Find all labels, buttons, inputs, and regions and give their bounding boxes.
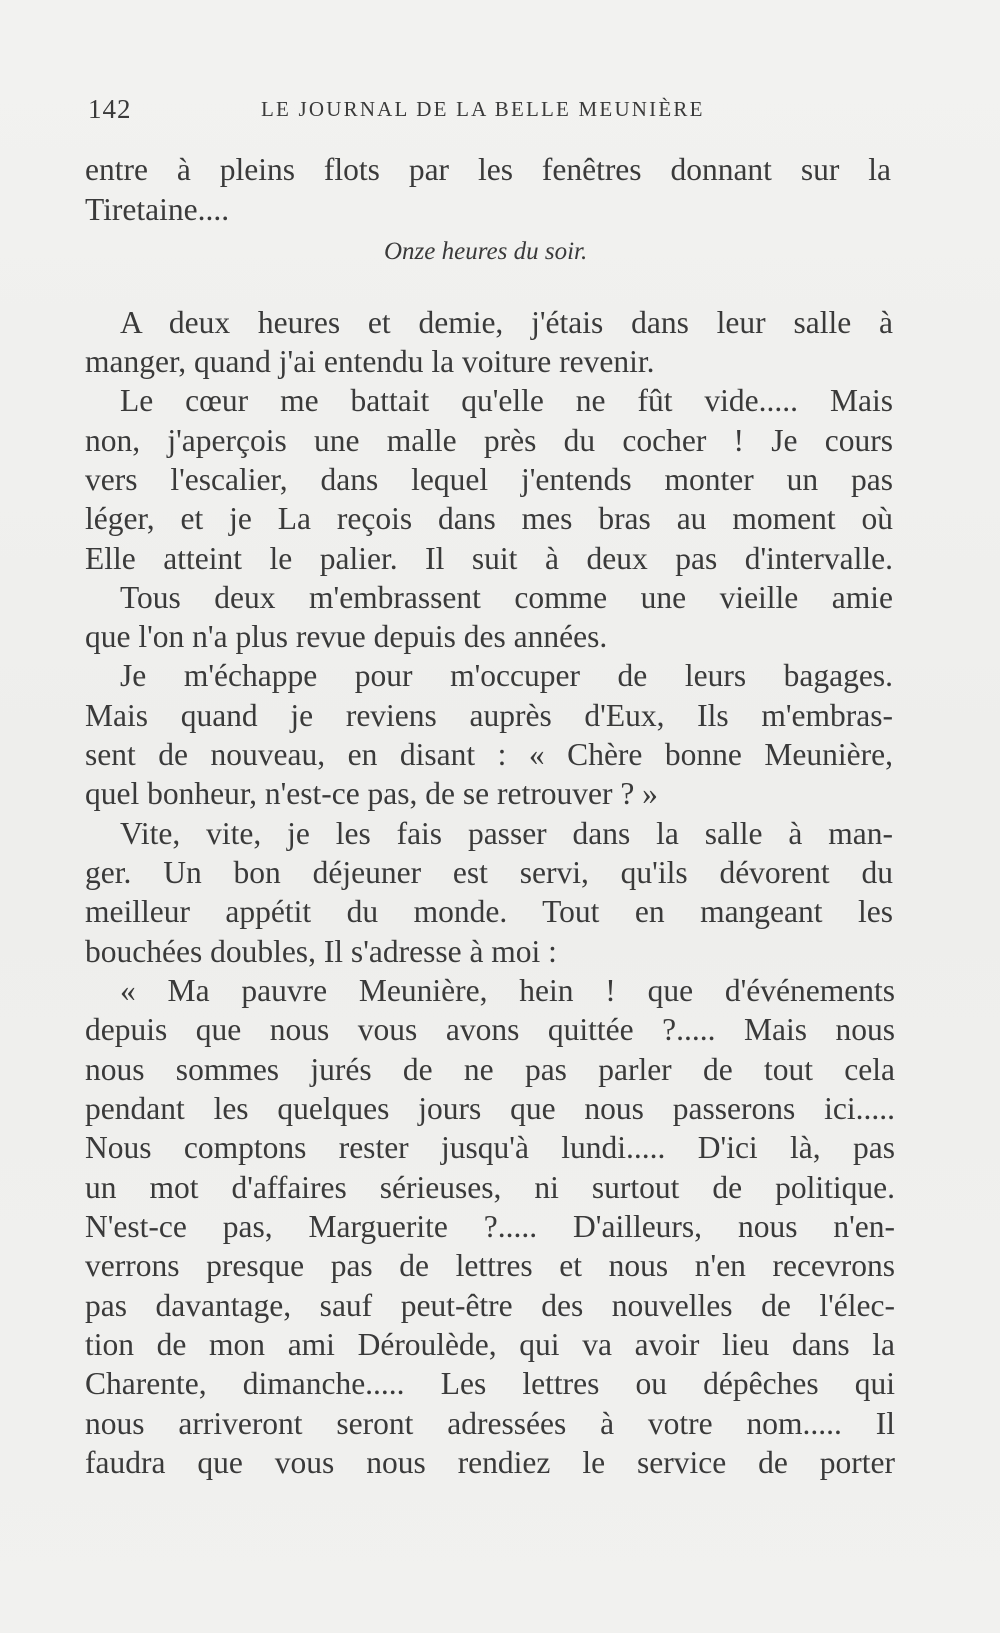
text-line: vers l'escalier, dans lequel j'entends monter un pas bbox=[85, 462, 893, 497]
text-line: N'est-ce pas, Marguerite ?..... D'ailleurs, nous n'en- bbox=[85, 1209, 895, 1244]
text-line: meilleur appétit du monde. Tout en mangeant les bbox=[85, 894, 893, 929]
text-line: faudra que vous nous rendiez le service de porter bbox=[85, 1445, 895, 1480]
section-heading: Onze heures du soir. bbox=[384, 238, 588, 265]
text-line: quel bonheur, n'est-ce pas, de se retrouver ? » bbox=[85, 776, 658, 811]
text-line: tion de mon ami Déroulède, qui va avoir lieu dans la bbox=[85, 1327, 895, 1362]
text-line: pendant les quelques jours que nous passerons ici..... bbox=[85, 1091, 895, 1126]
text-line: un mot d'affaires sérieuses, ni surtout de politique. bbox=[85, 1170, 895, 1205]
text-line: Mais quand je reviens auprès d'Eux, Ils m'embras- bbox=[85, 698, 893, 733]
text-line: non, j'aperçois une malle près du cocher ! Je cours bbox=[85, 423, 893, 458]
text-line: Elle atteint le palier. Il suit à deux pas d'intervalle. bbox=[85, 541, 893, 576]
running-title: LE JOURNAL DE LA BELLE MEUNIÈRE bbox=[261, 97, 705, 121]
text-line: Tiretaine.... bbox=[85, 192, 230, 227]
text-line: Vite, vite, je les fais passer dans la salle à man- bbox=[120, 816, 893, 851]
page-number: 142 bbox=[88, 94, 132, 124]
text-line: ger. Un bon déjeuner est servi, qu'ils dévorent du bbox=[85, 855, 893, 890]
text-line: Nous comptons rester jusqu'à lundi..... D'ici là, pas bbox=[85, 1130, 895, 1165]
page-header bbox=[88, 94, 956, 124]
text-line: Charente, dimanche..... Les lettres ou dépêches qui bbox=[85, 1366, 895, 1401]
text-line: A deux heures et demie, j'étais dans leur salle à bbox=[120, 305, 893, 340]
text-line: manger, quand j'ai entendu la voiture revenir. bbox=[85, 344, 655, 379]
text-line: sent de nouveau, en disant : « Chère bonne Meunière, bbox=[85, 737, 893, 772]
text-line: Le cœur me battait qu'elle ne fût vide..... Mais bbox=[120, 383, 893, 418]
text-line: nous arriveront seront adressées à votre nom..... Il bbox=[85, 1406, 895, 1441]
text-line: nous sommes jurés de ne pas parler de tout cela bbox=[85, 1052, 895, 1087]
text-line: depuis que nous vous avons quittée ?..... Mais nous bbox=[85, 1012, 895, 1047]
text-line: bouchées doubles, Il s'adresse à moi : bbox=[85, 934, 557, 969]
text-line: que l'on n'a plus revue depuis des années. bbox=[85, 619, 608, 654]
text-line: pas davantage, sauf peut-être des nouvelles de l'élec- bbox=[85, 1288, 895, 1323]
text-line: entre à pleins flots par les fenêtres donnant sur la bbox=[85, 152, 891, 187]
text-line: verrons presque pas de lettres et nous n'en recevrons bbox=[85, 1248, 895, 1283]
text-line: « Ma pauvre Meunière, hein ! que d'événements bbox=[120, 973, 895, 1008]
text-line: Tous deux m'embrassent comme une vieille amie bbox=[120, 580, 893, 615]
text-line: Je m'échappe pour m'occuper de leurs bagages. bbox=[120, 658, 893, 693]
text-line: léger, et je La reçois dans mes bras au moment où bbox=[85, 501, 893, 536]
